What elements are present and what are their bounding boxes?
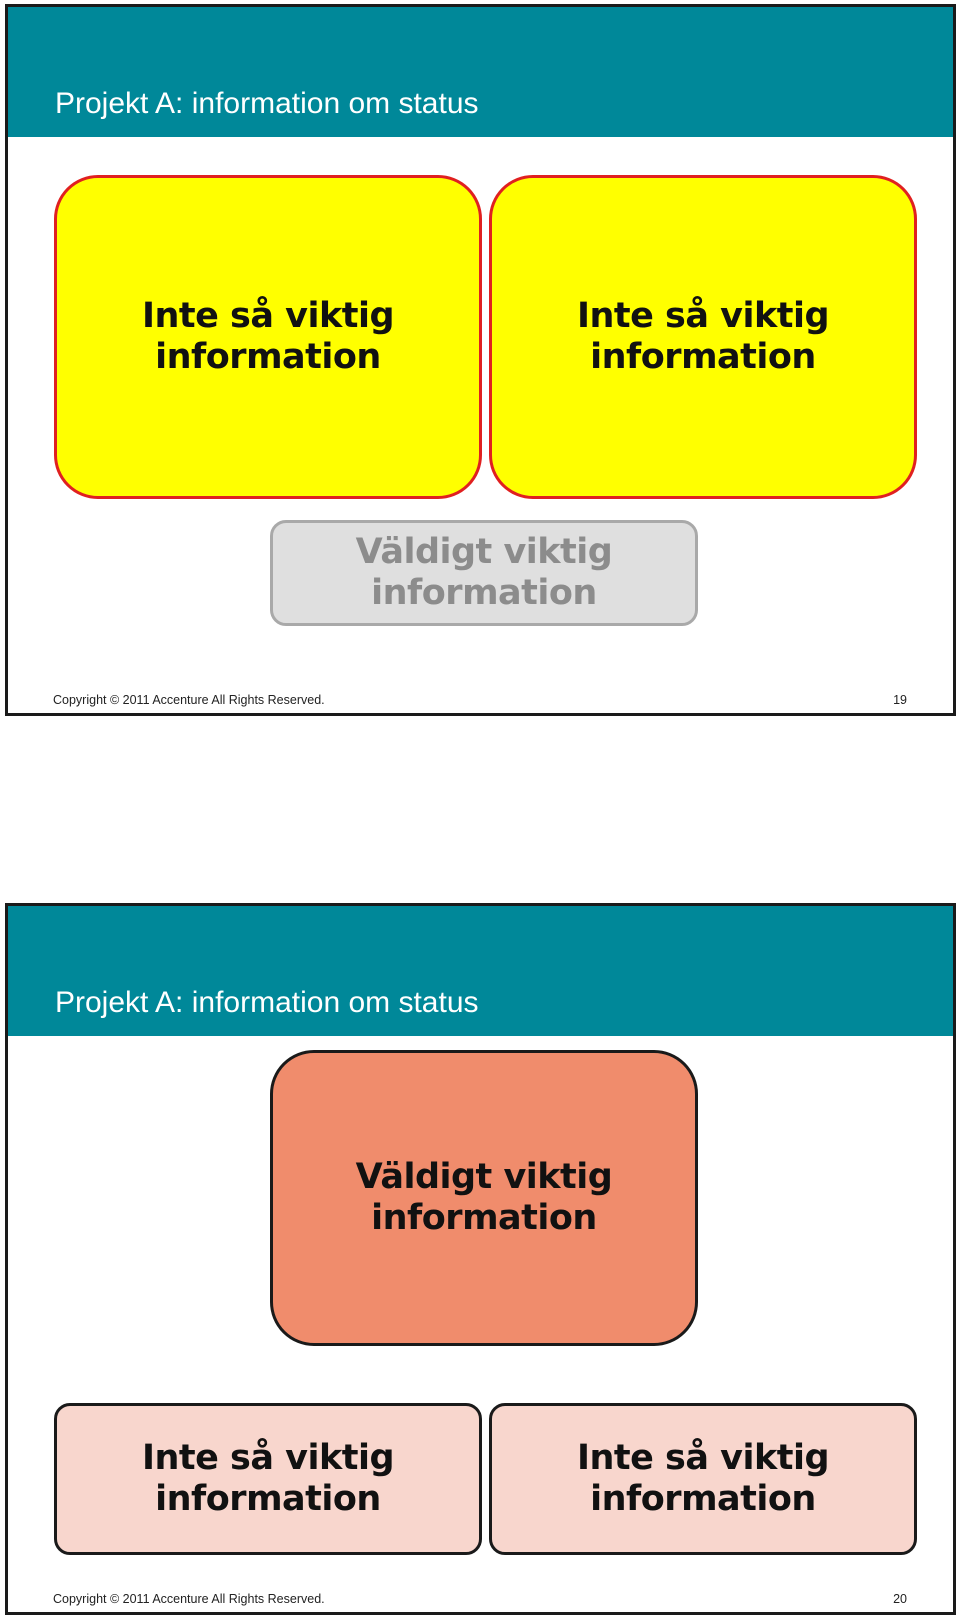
less-important-box-right — [489, 175, 917, 499]
slide-header — [8, 906, 953, 1036]
box-text-line1: Inte så viktig — [141, 296, 395, 336]
box-text-line2: information — [371, 1198, 597, 1238]
less-important-box-left — [54, 175, 482, 499]
very-important-box — [270, 1050, 698, 1346]
slide-title: Projekt A: information om status — [55, 87, 479, 120]
less-important-box-right — [489, 1403, 917, 1555]
box-text-line1: Väldigt viktig — [355, 1157, 613, 1197]
slide-title: Projekt A: information om status — [55, 986, 479, 1019]
page-number: 19 — [893, 693, 907, 707]
box-text-line1: Inte så viktig — [141, 1438, 395, 1478]
box-text-line2: information — [590, 1479, 816, 1519]
slide-20 — [5, 903, 956, 1615]
slide-header — [8, 7, 953, 137]
slide-19 — [5, 4, 956, 716]
very-important-box — [270, 520, 698, 626]
box-text-line1: Inte så viktig — [576, 296, 830, 336]
copyright-footer: Copyright © 2011 Accenture All Rights Reserved. — [53, 1592, 325, 1606]
less-important-box-left — [54, 1403, 482, 1555]
box-text-line1: Inte så viktig — [576, 1438, 830, 1478]
box-text-line2: information — [590, 337, 816, 377]
box-text-line2: information — [155, 1479, 381, 1519]
box-text-line1: Väldigt viktig — [355, 532, 613, 572]
copyright-footer: Copyright © 2011 Accenture All Rights Reserved. — [53, 693, 325, 707]
box-text-line2: information — [371, 573, 597, 613]
page-number: 20 — [893, 1592, 907, 1606]
box-text-line2: information — [155, 337, 381, 377]
